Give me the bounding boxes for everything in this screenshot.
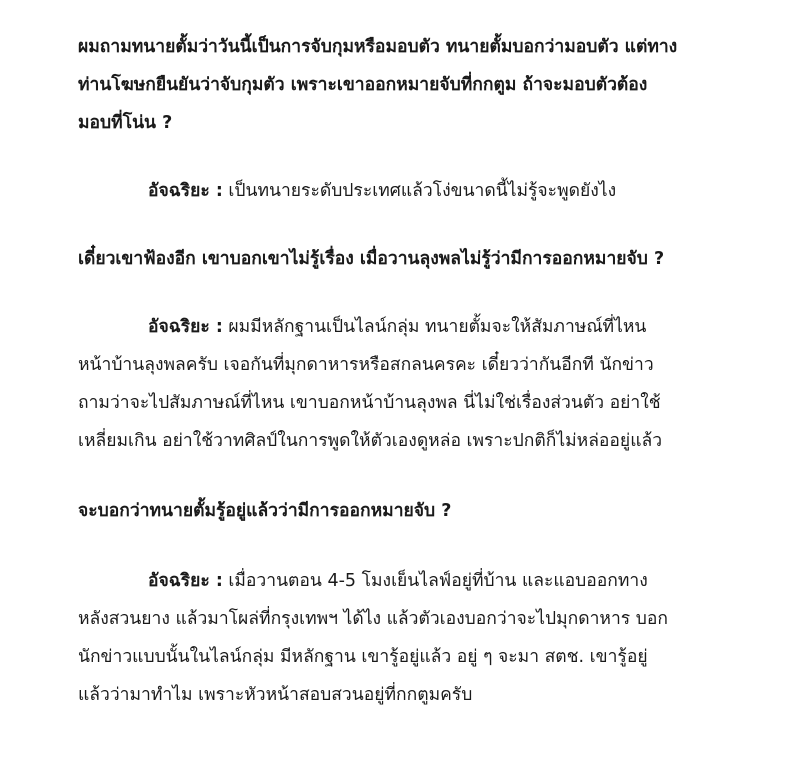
interview-question: ผมถามทนายตั้มว่าวันนี้เป็นการจับกุมหรือมอบตัว ทนายตั้มบอกว่ามอบตัว แต่ทางท่านโฆษกยืนยันว่าจับกุมตัว เพราะเขาออกหมายจับที่กกตูม ถ้าจะมอบตัวต้องมอบที่โน่น ?	[78, 37, 678, 133]
interview-answer	[78, 172, 678, 210]
interview-question: เดี๋ยวเขาฟ้องอีก เขาบอกเขาไม่รู้เรื่อง เมื่อวานลุงพลไม่รู้ว่ามีการออกหมายจับ ?	[78, 249, 665, 269]
interview-answer	[78, 562, 678, 714]
interview-answer	[78, 308, 678, 460]
answer-text: เป็นทนายระดับประเทศแล้วโง่ขนาดนี้ไม่รู้จะพูดยังไง	[228, 181, 617, 201]
article-body	[78, 28, 678, 714]
interview-question: จะบอกว่าทนายตั้มรู้อยู่แล้วว่ามีการออกหมายจับ ?	[78, 501, 452, 521]
answer-text: เมื่อวานตอน 4-5 โมงเย็นไลฟ์อยู่ที่บ้าน และแอบออกทางหลังสวนยาง แล้วมาโผล่ที่กรุงเทพฯ ได้ไง แล้วตัวเองบอกว่าจะไปมุกดาหาร บอกนักข่าวแบบนั้นในไลน์กลุ่ม มีหลักฐาน เขารู้อยู่แล้ว อยู่ ๆ จะมา สตช. เขารู้อยู่แล้วว่ามาทำไม เพราะหัวหน้าสอบสวนอยู่ที่กกตูมครับ	[78, 571, 668, 705]
answer-text: ผมมีหลักฐานเป็นไลน์กลุ่ม ทนายตั้มจะให้สัมภาษณ์ที่ไหน หน้าบ้านลุงพลครับ เจอกันที่มุกดาหารหรือสกลนครคะ เดี๋ยวว่ากันอีกที นักข่าวถามว่าจะไปสัมภาษณ์ที่ไหน เขาบอกหน้าบ้านลุงพล นี่ไม่ใช่เรื่องส่วนตัว อย่าใช้เหลี่ยมเกิน อย่าใช้วาทศิลป์ในการพูดให้ตัวเองดูหล่อ เพราะปกติก็ไม่หล่ออยู่แล้ว	[78, 317, 663, 451]
answer-speaker: อัจฉริยะ :	[148, 181, 223, 201]
answer-speaker: อัจฉริยะ :	[148, 571, 223, 591]
answer-speaker: อัจฉริยะ :	[148, 317, 223, 337]
